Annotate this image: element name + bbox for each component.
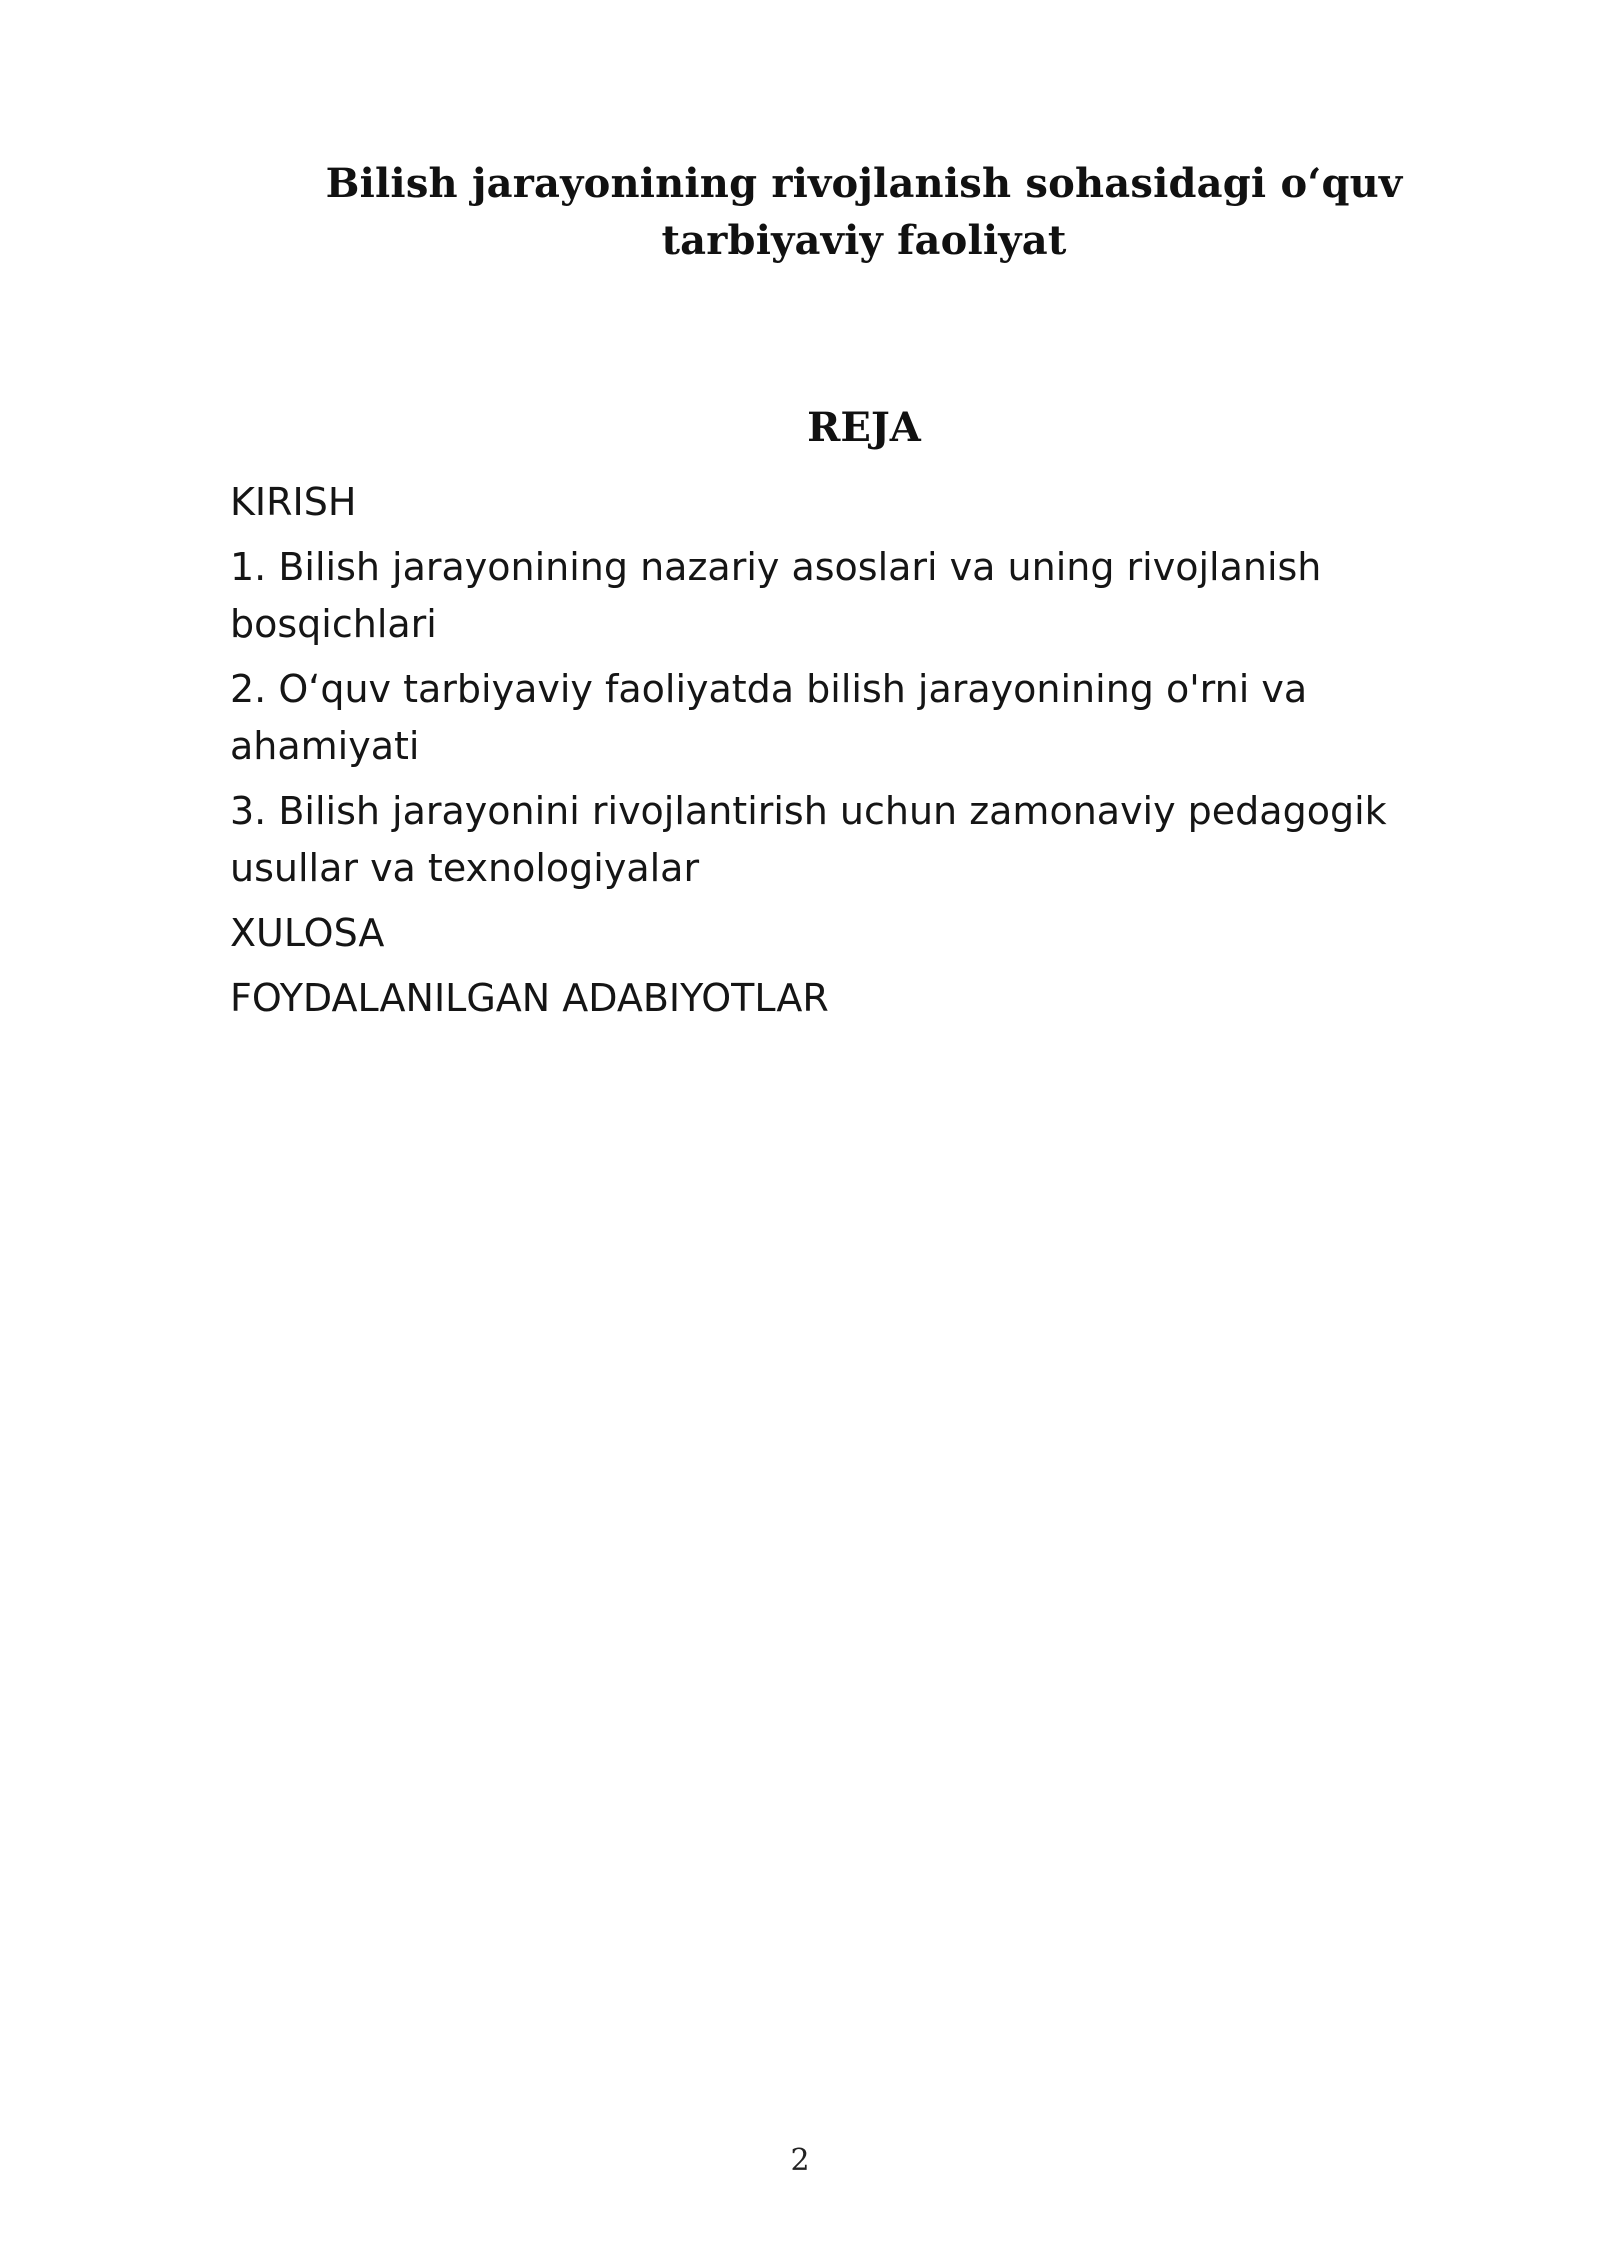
plan-item-section-2: 2. O‘quv tarbiyaviy faoliyatda bilish jarayonining o'rni va ahamiyati [230, 667, 1308, 768]
document-title: Bilish jarayonining rivojlanish sohasidagi o‘quv tarbiyaviy faoliyat [325, 160, 1403, 264]
plan-item-references: FOYDALANILGAN ADABIYOTLAR [230, 976, 829, 1020]
plan-item-section-3: 3. Bilish jarayonini rivojlantirish uchun zamonaviy pedagogik usullar va texnologiyalar [230, 789, 1387, 890]
plan-item-introduction: KIRISH [230, 480, 357, 524]
plan-list [230, 474, 1430, 1035]
plan-heading: REJA [807, 404, 921, 451]
page-number: 2 [790, 2143, 810, 2178]
plan-item-section-1: 1. Bilish jarayonining nazariy asoslari va uning rivojlanish bosqichlari [230, 545, 1322, 646]
plan-item-conclusion: XULOSA [230, 911, 385, 955]
